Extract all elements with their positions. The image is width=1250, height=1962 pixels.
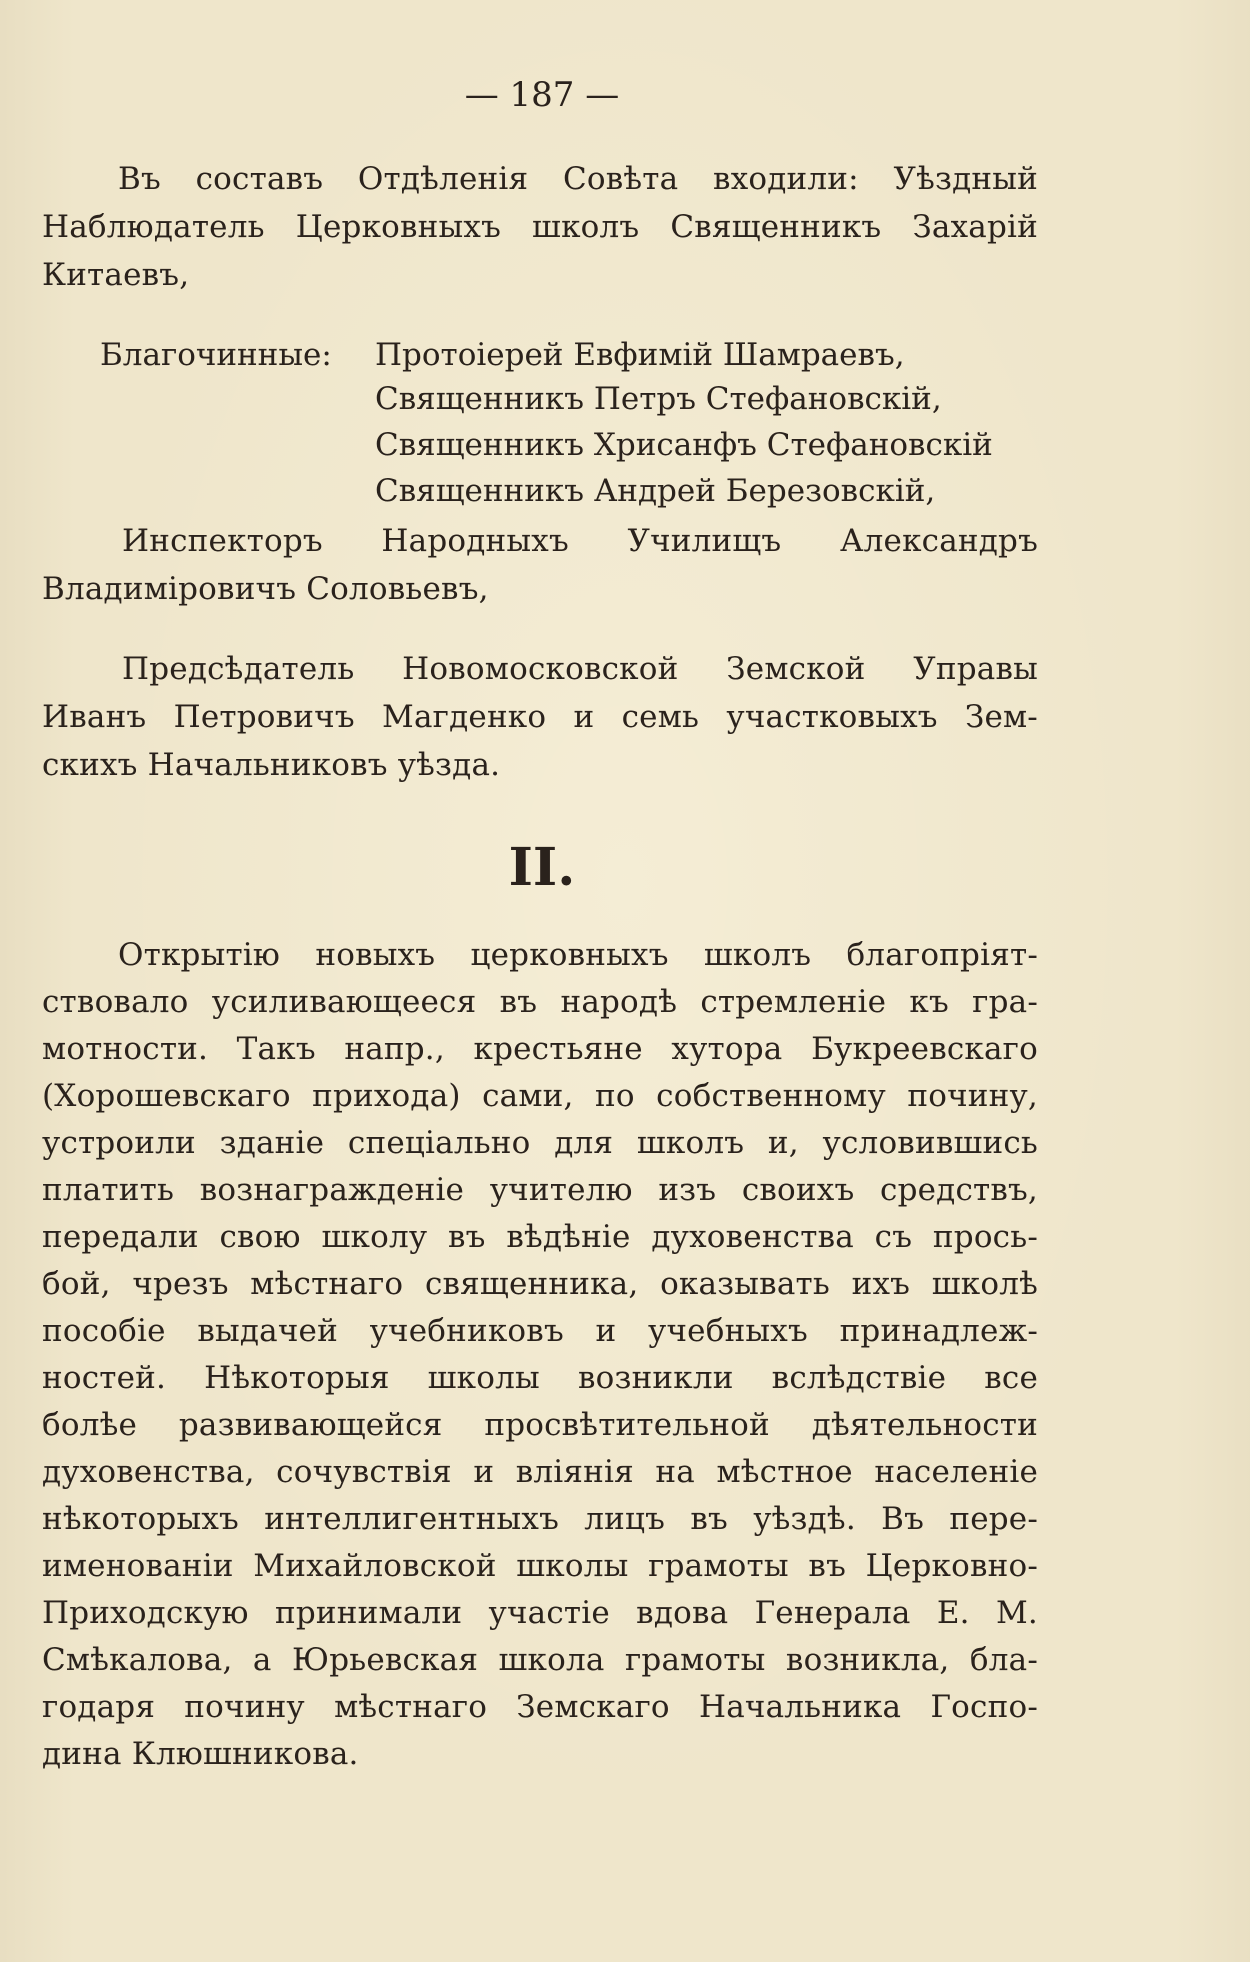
text-line: болѣе развивающейся просвѣтительной дѣятельности	[42, 1407, 1038, 1443]
text-line: духовенства, сочувствія и вліянія на мѣстное населеніе	[42, 1454, 1038, 1490]
section-heading: II.	[508, 837, 576, 898]
text-line: годаря почину мѣстнаго Земскаго Начальника Госпо-	[42, 1689, 1038, 1725]
blagochinnyi-name: Священникъ Андрей Березовскій,	[375, 473, 936, 509]
blagochinnyi-name: Священникъ Хрисанфъ Стефановскій	[375, 427, 993, 463]
text-line: Владиміровичъ Соловьевъ,	[42, 571, 489, 607]
text-line: мотности. Такъ напр., крестьяне хутора Букреевскаго	[42, 1031, 1038, 1067]
text-line: бой, чрезъ мѣстнаго священника, оказывать ихъ школѣ	[42, 1266, 1038, 1302]
text-line: устроили зданіе спеціально для школъ и, условившись	[42, 1125, 1038, 1161]
text-line: скихъ Начальниковъ уѣзда.	[42, 747, 501, 783]
text-line: Открытію новыхъ церковныхъ школъ благопріят-	[118, 937, 1038, 973]
text-line: Наблюдатель Церковныхъ школъ Священникъ Захарій	[42, 209, 1038, 245]
blagochinnye-label: Благочинные:	[100, 337, 332, 373]
text-line: Приходскую принимали участіе вдова Генерала Е. М.	[42, 1595, 1038, 1631]
text-line: Инспекторъ Народныхъ Училищъ Александръ	[122, 523, 1038, 559]
text-line: пособіе выдачей учебниковъ и учебныхъ принадлеж-	[42, 1313, 1038, 1349]
text-line: (Хорошевскаго прихода) сами, по собственному почину,	[42, 1078, 1038, 1114]
text-line: именованіи Михайловской школы грамоты въ Церковно-	[42, 1548, 1038, 1584]
text-line: передали свою школу въ вѣдѣніе духовенства съ прось-	[42, 1219, 1038, 1255]
text-line: дина Клюшникова.	[42, 1736, 359, 1772]
page-number: — 187 —	[464, 75, 620, 115]
text-line: Въ составъ Отдѣленія Совѣта входили: Уѣздный	[118, 161, 1038, 197]
text-line: Иванъ Петровичъ Магденко и семь участковыхъ Зем-	[42, 699, 1038, 735]
text-line: Смѣкалова, а Юрьевская школа грамоты возникла, бла-	[42, 1642, 1038, 1678]
text-line: Предсѣдатель Новомосковской Земской Управы	[122, 651, 1038, 687]
blagochinnyi-name: Протоіерей Евфимій Шамраевъ,	[375, 337, 905, 373]
text-line: Китаевъ,	[42, 257, 190, 293]
text-line: ствовало усиливающееся въ народѣ стремленіе къ гра-	[42, 984, 1038, 1020]
text-line: нѣкоторыхъ интеллигентныхъ лицъ въ уѣздѣ. Въ пере-	[42, 1501, 1038, 1537]
blagochinnyi-name: Священникъ Петръ Стефановскій,	[375, 381, 942, 417]
text-line: ностей. Нѣкоторыя школы возникли вслѣдствіе все	[42, 1360, 1038, 1396]
text-line: платить вознагражденіе учителю изъ своихъ средствъ,	[42, 1172, 1038, 1208]
